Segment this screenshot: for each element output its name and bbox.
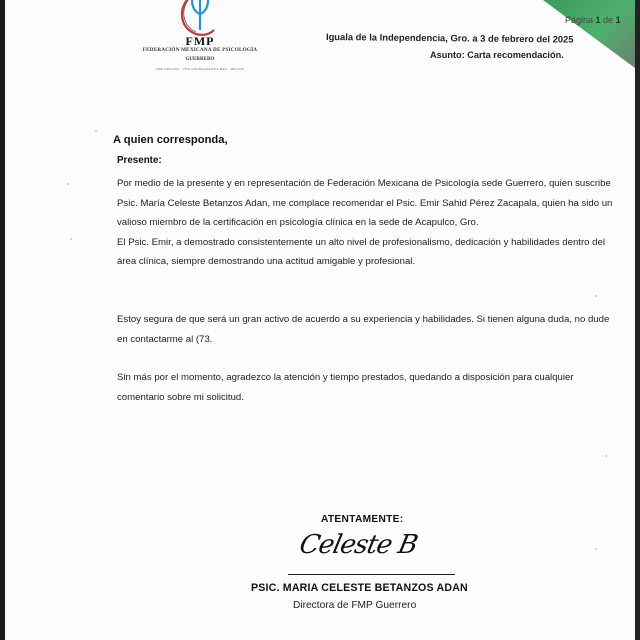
- salutation: A quien corresponda,: [113, 134, 228, 146]
- signer-title: Directora de FMP Guerrero: [293, 600, 417, 611]
- scan-speck: [95, 130, 97, 132]
- letterhead-logo: [125, 0, 275, 80]
- paragraph-line: Estoy segura de que será un gran activo de acuerdo a su experiencia y habilidades. Si tienen alguna duda, no dude: [117, 314, 610, 325]
- subject-line: Asunto: Carta recomendación.: [430, 50, 564, 60]
- paragraph-line: en contactarme al (73.: [117, 333, 213, 345]
- paragraph-line: Psic. María Celeste Betanzos Adan, me complace recomendar el Psic. Emir Sahid Pérez Zacapala, quien ha sido un: [117, 197, 613, 209]
- logo-small-print: FMP-GRO/001 · VITA CONSEQUENTIA MEA · MEXICO: [155, 67, 245, 71]
- scan-speck: [67, 183, 69, 185]
- paragraph-line: valioso miembro de la certificación en psicología clínica en la sede de Acapulco, Gro.: [117, 217, 479, 228]
- scan-speck: [595, 295, 597, 297]
- paragraph-2: [117, 310, 617, 349]
- signature-line: [288, 574, 455, 575]
- paragraph-line: Por medio de la presente y en representación de Federación Mexicana de Psicología sede Guerrero, quien suscribe: [117, 178, 611, 189]
- scan-speck: [605, 455, 607, 457]
- signer-name: PSIC. MARIA CELESTE BETANZOS ADAN: [251, 582, 468, 594]
- scan-speck: [595, 548, 597, 550]
- psi-logo-icon: [170, 0, 230, 38]
- closing: ATENTAMENTE:: [321, 514, 404, 525]
- organization-chapter: GUERRERO: [185, 57, 215, 62]
- paragraph-line: área clínica, siempre demostrando una actitud amigable y profesional.: [117, 256, 416, 267]
- page-indicator-prefix: Página: [565, 15, 596, 25]
- paragraph-line: El Psic. Emir, a demostrado consistentemente un alto nivel de profesionalismo, dedicación y habilidades dentro del: [117, 236, 605, 248]
- page-indicator: [565, 15, 621, 25]
- logo-acronym: FMP: [185, 34, 215, 48]
- paragraph-3: [117, 368, 617, 407]
- scan-border-right: [635, 0, 640, 640]
- scan-speck: [70, 238, 72, 240]
- organization-name: FEDERACIÓN MEXICANA DE PSICOLOGÍA: [142, 47, 258, 53]
- page-current: 1: [595, 15, 601, 25]
- place-date: Iguala de la Independencia, Gro. a 3 de febrero del 2025: [325, 31, 574, 45]
- paragraph-1: [117, 174, 617, 272]
- page-total: 1: [615, 15, 621, 25]
- presente-heading: Presente:: [117, 155, 162, 166]
- page-indicator-sep: de: [600, 15, 616, 25]
- handwritten-signature: Celeste B: [296, 530, 420, 560]
- paragraph-line: comentario sobre mi solicitud.: [117, 391, 244, 403]
- letter-page: [5, 0, 635, 640]
- paragraph-line: Sin más por el momento, agradezco la atención y tiempo prestados, quedando a disposición para cualquier: [117, 372, 574, 383]
